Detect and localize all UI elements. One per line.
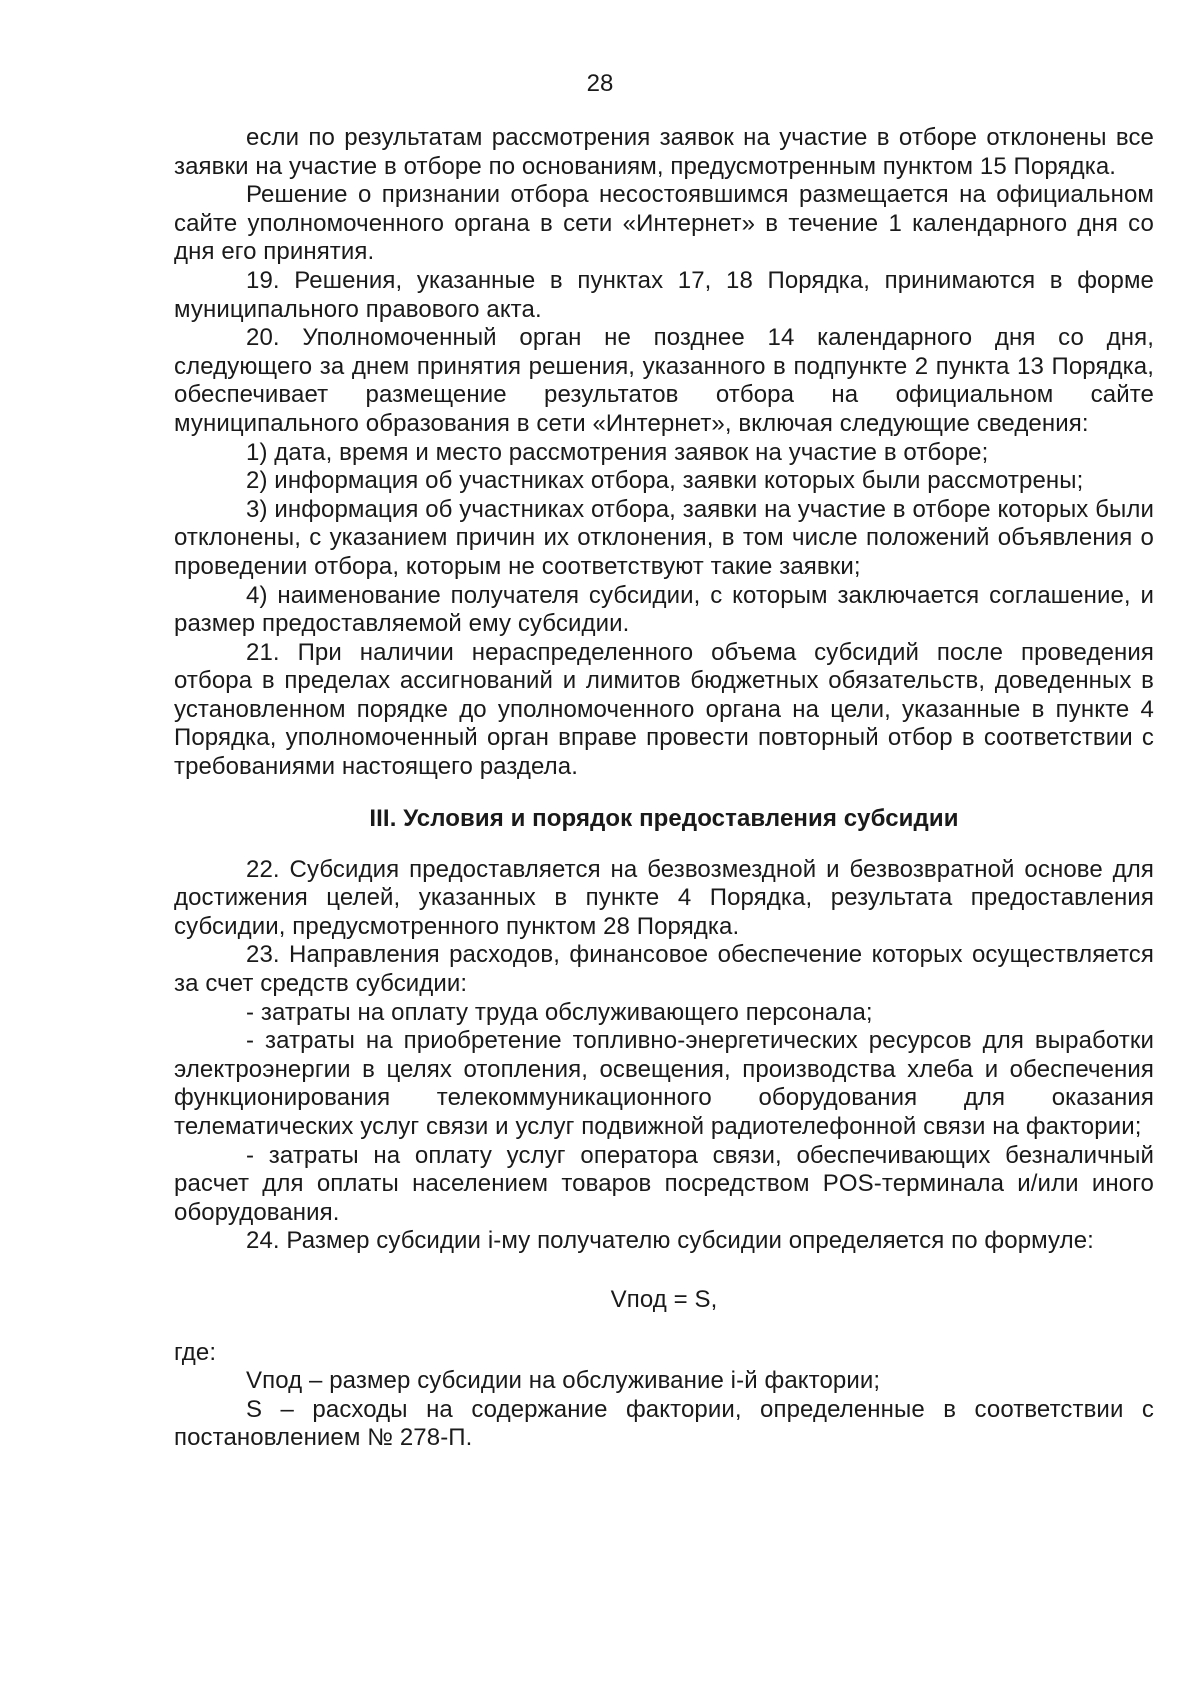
paragraph: 2) информация об участниках отбора, заявки которых были рассмотрены; — [246, 467, 1084, 495]
paragraph: 1) дата, время и место рассмотрения заявок на участие в отборе; — [246, 438, 989, 466]
paragraph: 22. Субсидия предоставляется на безвозмездной и безвозвратной основе для достижения целей, указанных в пункте 4 Порядка, результата предоставления субсидии, предусмотренного пунктом 28 Порядка. — [174, 855, 1154, 940]
paragraphs-after-heading — [174, 856, 1154, 1256]
paragraph: 24. Размер субсидии i-му получателю субсидии определяется по формуле: — [246, 1227, 1094, 1255]
paragraph: Решение о признании отбора несостоявшимся размещается на официальном сайте уполномоченного органа в сети «Интернет» в течение 1 календарного дня со дня его принятия. — [174, 181, 1154, 266]
paragraphs-after-formula — [174, 1339, 1154, 1453]
paragraph: 4) наименование получателя субсидии, с которым заключается соглашение, и размер предоставляемой ему субсидии. — [174, 581, 1154, 638]
formula: Vпод = S, — [610, 1285, 718, 1313]
paragraph: если по результатам рассмотрения заявок на участие в отборе отклонены все заявки на участие в отборе по основаниям, предусмотренным пунктом 15 Порядка. — [174, 124, 1154, 180]
paragraph: где: — [174, 1338, 217, 1366]
paragraph: 21. При наличии нераспределенного объема субсидий после проведения отбора в пределах ассигнований и лимитов бюджетных обязательств, доведенных в установленном порядке до уполномоченного органа на цели, указанные в пункте 4 Порядка, уполномоченный орган вправе провести повторный отбор в соответствии с требованиями настоящего раздела. — [174, 638, 1154, 781]
page-number: 28 — [586, 70, 614, 97]
paragraph: - затраты на приобретение топливно-энергетических ресурсов для выработки электроэнергии в целях отопления, освещения, производства хлеба и обеспечения функционирования телекоммуникационного оборудования для оказания телематических услуг связи и услуг подвижной радиотелефонной связи на фактории; — [174, 1027, 1154, 1140]
paragraph: 3) информация об участниках отбора, заявки на участие в отборе которых были отклонены, с указанием причин их отклонения, в том числе положений объявления о проведении отбора, которым не соответствуют такие заявки; — [174, 495, 1154, 580]
document-body — [174, 124, 1154, 1453]
paragraph: Vпод – размер субсидии на обслуживание i-й фактории; — [246, 1367, 881, 1395]
section-heading: III. Условия и порядок предоставления субсидии — [369, 804, 959, 832]
paragraph: 23. Направления расходов, финансовое обеспечение которых осуществляется за счет средств субсидии: — [174, 941, 1154, 998]
paragraph: S – расходы на содержание фактории, определенные в соответствии с постановлением № 278-П. — [174, 1395, 1154, 1452]
paragraphs-before-heading — [174, 124, 1154, 782]
paragraph: - затраты на оплату услуг оператора связи, обеспечивающих безналичный расчет для оплаты населением товаров посредством POS-терминала и/или иного оборудования. — [174, 1141, 1154, 1226]
paragraph: 20. Уполномоченный орган не позднее 14 календарного дня со дня, следующего за днем принятия решения, указанного в подпункте 2 пункта 13 Порядка, обеспечивает размещение результатов отбора на официальном сайте муниципального образования в сети «Интернет», включая следующие сведения: — [174, 324, 1154, 437]
paragraph: 19. Решения, указанные в пунктах 17, 18 Порядка, принимаются в форме муниципального правового акта. — [174, 266, 1154, 323]
paragraph: - затраты на оплату труда обслуживающего персонала; — [246, 998, 873, 1026]
